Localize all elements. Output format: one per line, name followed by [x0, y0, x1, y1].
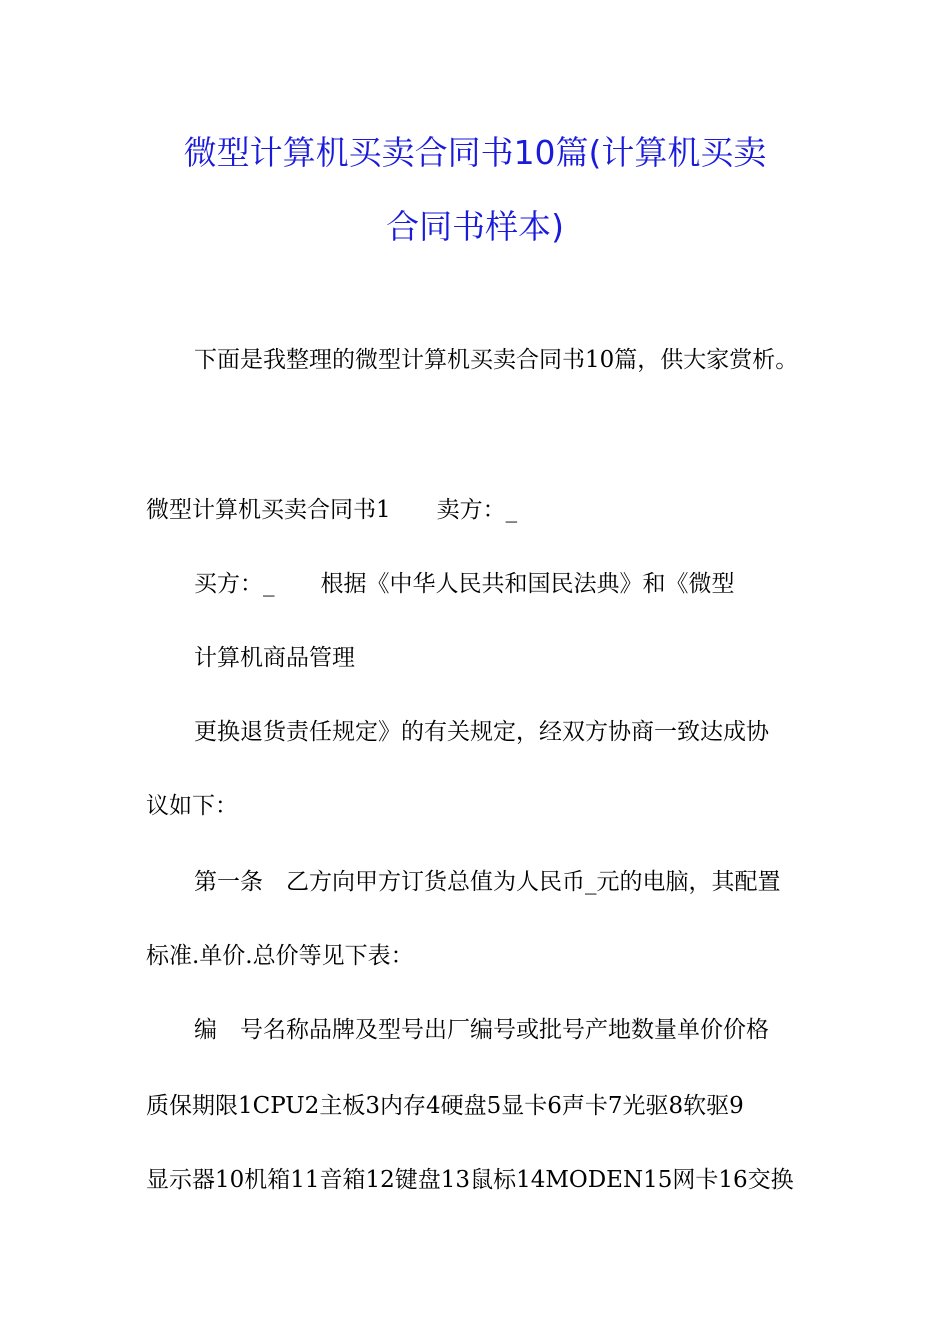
body-line: 质保期限1CPU2主板3内存4硬盘5显卡6声卡7光驱8软驱9 [146, 1093, 744, 1119]
intro-paragraph: 下面是我整理的微型计算机买卖合同书10篇，供大家赏析。 [194, 347, 799, 373]
body-line: 更换退货责任规定》的有关规定，经双方协商一致达成协 [194, 719, 769, 745]
body-line: 编 号名称品牌及型号出厂编号或批号产地数量单价价格 [194, 1017, 769, 1043]
body-line: 买方：_ 根据《中华人民共和国民法典》和《微型 [194, 571, 735, 597]
document-title-line-1: 微型计算机买卖合同书10篇(计算机买卖 [183, 133, 767, 172]
body-line: 微型计算机买卖合同书1 卖方：_ [146, 497, 518, 523]
body-line: 议如下： [146, 793, 238, 819]
document-title-line-2: 合同书样本) [386, 207, 564, 246]
body-line: 第一条 乙方向甲方订货总值为人民币_元的电脑，其配置 [194, 869, 781, 895]
body-line: 显示器10机箱11音箱12键盘13鼠标14MODEN15网卡16交换 [146, 1167, 794, 1193]
body-line: 计算机商品管理 [194, 645, 355, 671]
body-line: 标准.单价.总价等见下表： [146, 943, 414, 969]
